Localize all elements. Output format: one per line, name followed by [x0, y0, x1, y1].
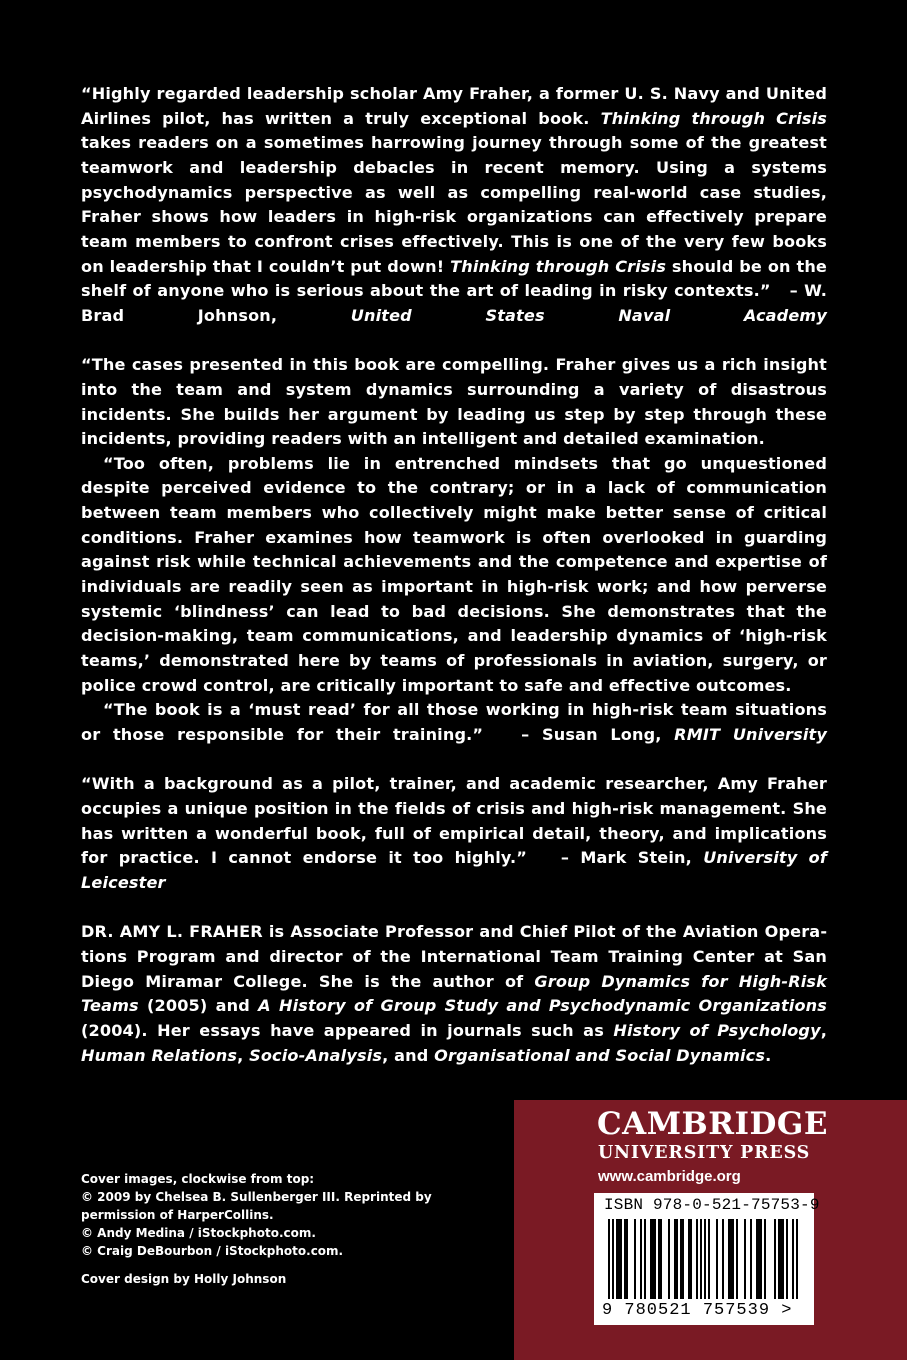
reviewer-name: – W. Brad Johnson,	[81, 281, 827, 325]
barcode-bar	[650, 1219, 652, 1299]
barcode-bar	[744, 1219, 746, 1299]
publisher-logo: CAMBRIDGE	[597, 1106, 828, 1142]
barcode-bar	[688, 1219, 690, 1299]
barcode	[594, 1193, 820, 1325]
barcode-bar	[674, 1219, 676, 1299]
barcode-bar	[756, 1219, 758, 1299]
barcode-bar	[716, 1219, 718, 1299]
barcode-bar	[616, 1219, 618, 1299]
book-title: Thinking through Crisis	[600, 108, 827, 128]
barcode-bar	[658, 1219, 660, 1299]
barcode-bar	[782, 1219, 784, 1299]
barcode-bar	[652, 1219, 654, 1299]
barcode-bar	[778, 1219, 780, 1299]
barcode-bar	[736, 1219, 738, 1299]
review-long-para-3: “The book is a ‘must read’ for all those working in high-risk team situations or those responsible for their training.” – Susan Long, RMIT University	[81, 700, 827, 745]
publisher-panel	[514, 1100, 907, 1360]
review-johnson: “Highly regarded leadership scholar Amy Fraher, a former U. S. Navy and United Airlines pilot, has written a truly exceptional book. Thinking through Crisis takes readers on a sometimes harrowing journey through some of the greatest teamwork and leadership debacles in recent memory. Using a systems psychodynamics perspective as well as compelling real-world case studies, Fraher shows how leaders in high-risk organizations can effectively prepare team members to confront crises effectively. This is one of the very few books on leadership that I couldn’t put down! Thinking through Crisis should be on the shelf of anyone who is serious about the art of leading in risky contexts.” – W. Brad Johnson, United States Naval Academy	[81, 84, 827, 325]
cover-credits	[81, 1170, 461, 1288]
barcode-bar	[608, 1219, 610, 1299]
back-cover-text	[81, 82, 827, 1068]
review-long-para-2: “Too often, problems lie in entrenched mindsets that go unquestioned despite perceived evidence to the contrary; or in a lack of communication between team members who collectively might make better sense of critical conditions. Fraher examines how teamwork is often overlooked in guarding against risk while technical achievements and the competence and expertise of individuals are readily seen as important in high-risk work; and how perverse systemic ‘blindness’ can lead to bad decisions. She demonstrates that the decision-making, team communications, and leadership dynamics of ‘high-risk teams,’ demonstrated here by teams of professionals in aviation, surgery, or police crowd control, are critically important to safe and effective outcomes.	[81, 453, 827, 695]
barcode-bar	[634, 1219, 636, 1299]
barcode-bar	[690, 1219, 692, 1299]
book-title: Thinking through Crisis	[450, 256, 667, 276]
review-long-para-1: “The cases presented in this book are compelling. Fraher gives us a rich insight into the team and system dynamics surrounding a variety of disastrous incidents. She builds her argument by leading us step by step through these incidents, providing readers with an intelligent and detailed examination.	[81, 355, 827, 449]
barcode-bar	[682, 1219, 684, 1299]
barcode-bar	[760, 1219, 762, 1299]
barcode-bar	[732, 1219, 734, 1299]
barcode-bar	[696, 1219, 698, 1299]
barcode-bar	[774, 1219, 776, 1299]
barcode-bar	[640, 1219, 642, 1299]
barcode-bar	[660, 1219, 662, 1299]
publisher-url: www.cambridge.org	[598, 1168, 741, 1185]
reviewer-affiliation: United States Naval Academy	[350, 305, 827, 325]
credit-line: © Andy Medina / iStockphoto.com.	[81, 1226, 316, 1240]
credit-line: permission of HarperCollins.	[81, 1208, 274, 1222]
barcode-bar	[722, 1219, 724, 1299]
reviewer-affiliation: University of Leicester	[81, 848, 827, 892]
barcode-bar	[786, 1219, 788, 1299]
barcode-bar	[654, 1219, 656, 1299]
barcode-bar	[612, 1219, 614, 1299]
barcode-bar	[728, 1219, 730, 1299]
barcode-bar	[792, 1219, 794, 1299]
credit-line: Cover images, clockwise from top:	[81, 1172, 315, 1186]
barcode-bar	[700, 1219, 702, 1299]
barcode-bars	[602, 1219, 806, 1301]
credit-line: © Craig DeBourbon / iStockphoto.com.	[81, 1244, 344, 1258]
barcode-bar	[644, 1219, 646, 1299]
reviewer-name: – Susan Long,	[521, 725, 675, 745]
barcode-digits: 9 780521 757539 >	[602, 1301, 793, 1320]
barcode-bar	[796, 1219, 798, 1299]
publisher-subtitle: UNIVERSITY PRESS	[598, 1143, 811, 1163]
barcode-bar	[730, 1219, 732, 1299]
barcode-bar	[618, 1219, 620, 1299]
barcode-bar	[624, 1219, 626, 1299]
author-bio: DR. AMY L. FRAHER is Associate Professor and Chief Pilot of the Aviation Operations Program and director of the International Team Training Center at San Diego Miramar College. She is the author of Group Dynamics for High-Risk Teams (2005) and A History of Group Study and Psychodynamic Organizations (2004). Her essays have appeared in journals such as History of Psychology, Human Relations, Socio-Analysis, and Organisational and Social Dynamics.	[81, 922, 828, 1065]
barcode-bar	[758, 1219, 760, 1299]
reviewer-affiliation: RMIT University	[674, 725, 827, 745]
credit-line: © 2009 by Chelsea B. Sullenberger III. Reprinted by	[81, 1190, 432, 1204]
barcode-bar	[764, 1219, 766, 1299]
barcode-bar	[708, 1219, 710, 1299]
barcode-bar	[704, 1219, 706, 1299]
isbn-label: ISBN 978-0-521-75753-9	[604, 1196, 820, 1214]
barcode-bar	[620, 1219, 622, 1299]
review-stein: “With a background as a pilot, trainer, and academic researcher, Amy Fraher occupies a unique position in the fields of crisis and high-risk management. She has written a wonderful book, full of empirical detail, theory, and implications for practice. I cannot endorse it too highly.” – Mark Stein, University of Leicester	[81, 774, 827, 892]
barcode-bar	[668, 1219, 670, 1299]
barcode-bar	[750, 1219, 752, 1299]
barcode-bar	[780, 1219, 782, 1299]
cover-design-credit: Cover design by Holly Johnson	[81, 1272, 287, 1286]
barcode-bar	[680, 1219, 682, 1299]
barcode-bar	[676, 1219, 678, 1299]
reviewer-name: – Mark Stein,	[560, 848, 704, 868]
barcode-bar	[626, 1219, 628, 1299]
